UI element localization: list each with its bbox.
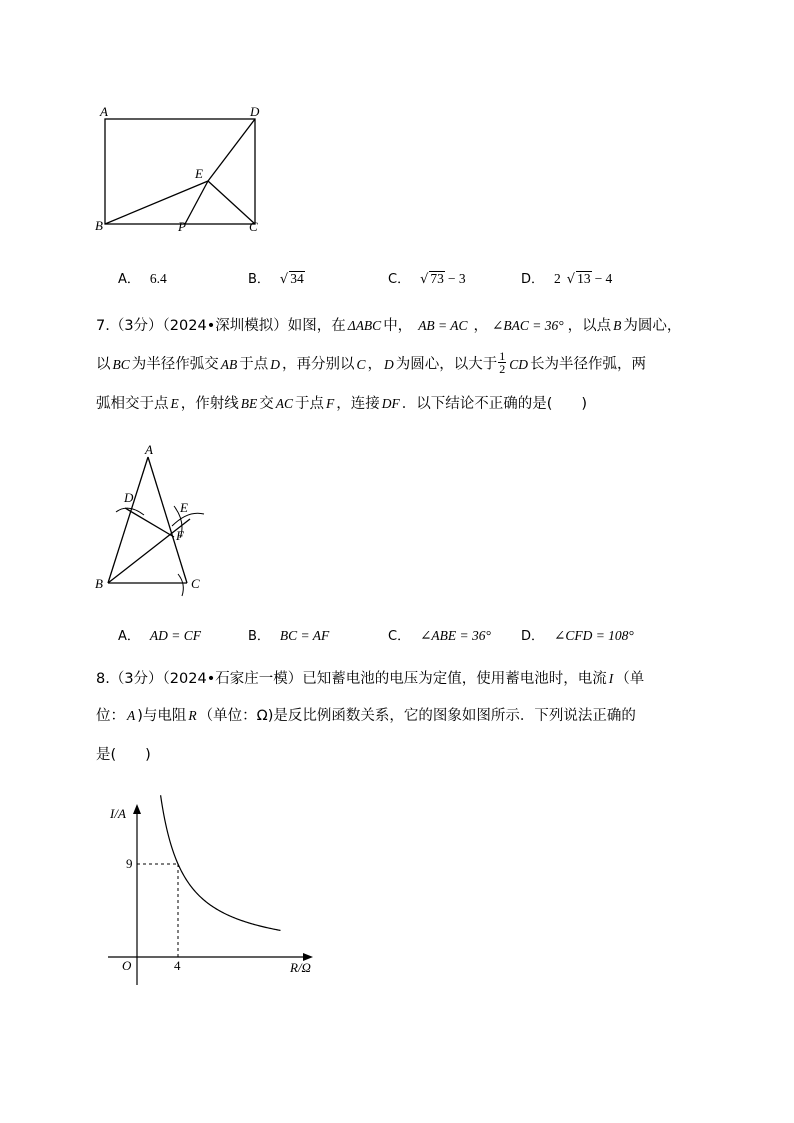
side-ab <box>108 457 148 583</box>
option-c[interactable]: C． ∠ABE = 36° <box>388 628 491 644</box>
option-d[interactable]: D． 2 √ 13 − 4 <box>521 271 613 287</box>
label-e: E <box>180 500 188 515</box>
label-e: E <box>195 166 203 181</box>
question-8-line-2: 位： A )与电阻 R （单位：Ω)是反比例函数关系，它的图象如图所示．下列说法正确的 <box>96 708 636 724</box>
question-6-figure <box>90 100 270 240</box>
label-f: F <box>176 528 184 543</box>
y-axis-arrow-icon <box>133 804 141 814</box>
question-7-line-2: 以 BC 为半径作弧交 AB 于点 D ，再分别以 C ， D 为圆心，以大于 $\frac{1}{2}$ CD 长为半径作弧，两 <box>96 349 647 376</box>
sqrt-icon: √ <box>279 272 289 287</box>
origin-label: O <box>122 958 132 973</box>
question-7-line-3: 弧相交于点 E ，作射线 BE 交 AC 于点 F ，连接 DF ．以下结论不正确的是( ) <box>96 396 588 412</box>
question-7-line-1: 7.（3分）（2024•深圳模拟）如图，在 ΔABC 中， AB = AC ， ∠BAC = 36° ，以点 B 为圆心， <box>96 318 682 334</box>
segment-df <box>125 508 174 537</box>
option-b[interactable]: B． BC = AF <box>248 628 330 644</box>
arc-at-c <box>178 574 183 596</box>
segment-be <box>105 181 208 224</box>
option-c[interactable]: C． √ 73 − 3 <box>388 271 466 287</box>
label-d: D <box>124 490 134 505</box>
sqrt-icon: √ <box>420 272 429 287</box>
question-8-line-3: 是( ) <box>96 747 151 763</box>
fraction-one-half: $\frac{1}{2}$ <box>499 349 506 376</box>
option-d[interactable]: D． ∠CFD = 108° <box>521 628 634 644</box>
question-7-figure <box>90 440 220 600</box>
sqrt-icon: √ <box>566 272 576 287</box>
inverse-curve <box>161 795 281 930</box>
label-d: D <box>250 104 260 119</box>
x-tick-4: 4 <box>174 958 181 973</box>
label-c: C <box>249 219 258 234</box>
rectangle-abcd <box>105 119 255 224</box>
segment-ep <box>185 181 208 224</box>
segment-ec <box>208 181 255 224</box>
y-tick-9: 9 <box>126 856 133 871</box>
label-a: A <box>100 104 108 119</box>
arc-intersect-2 <box>172 513 204 526</box>
label-b: B <box>95 576 103 591</box>
label-p: P <box>178 219 186 234</box>
option-b[interactable]: B． √ 34 <box>248 271 304 287</box>
question-8-line-1: 8.（3分）（2024•石家庄一模）已知蓄电池的电压为定值，使用蓄电池时，电流 I （单 <box>96 671 645 687</box>
option-a[interactable]: A． 6.4 <box>118 271 167 287</box>
label-a: A <box>145 442 153 457</box>
segment-de <box>208 119 255 181</box>
x-axis-label: R/Ω <box>290 960 311 975</box>
label-b: B <box>95 218 103 233</box>
y-axis-label: I/A <box>110 806 126 821</box>
option-a[interactable]: A． AD = CF <box>118 628 202 644</box>
label-c: C <box>191 576 200 591</box>
question-8-graph <box>100 800 330 985</box>
